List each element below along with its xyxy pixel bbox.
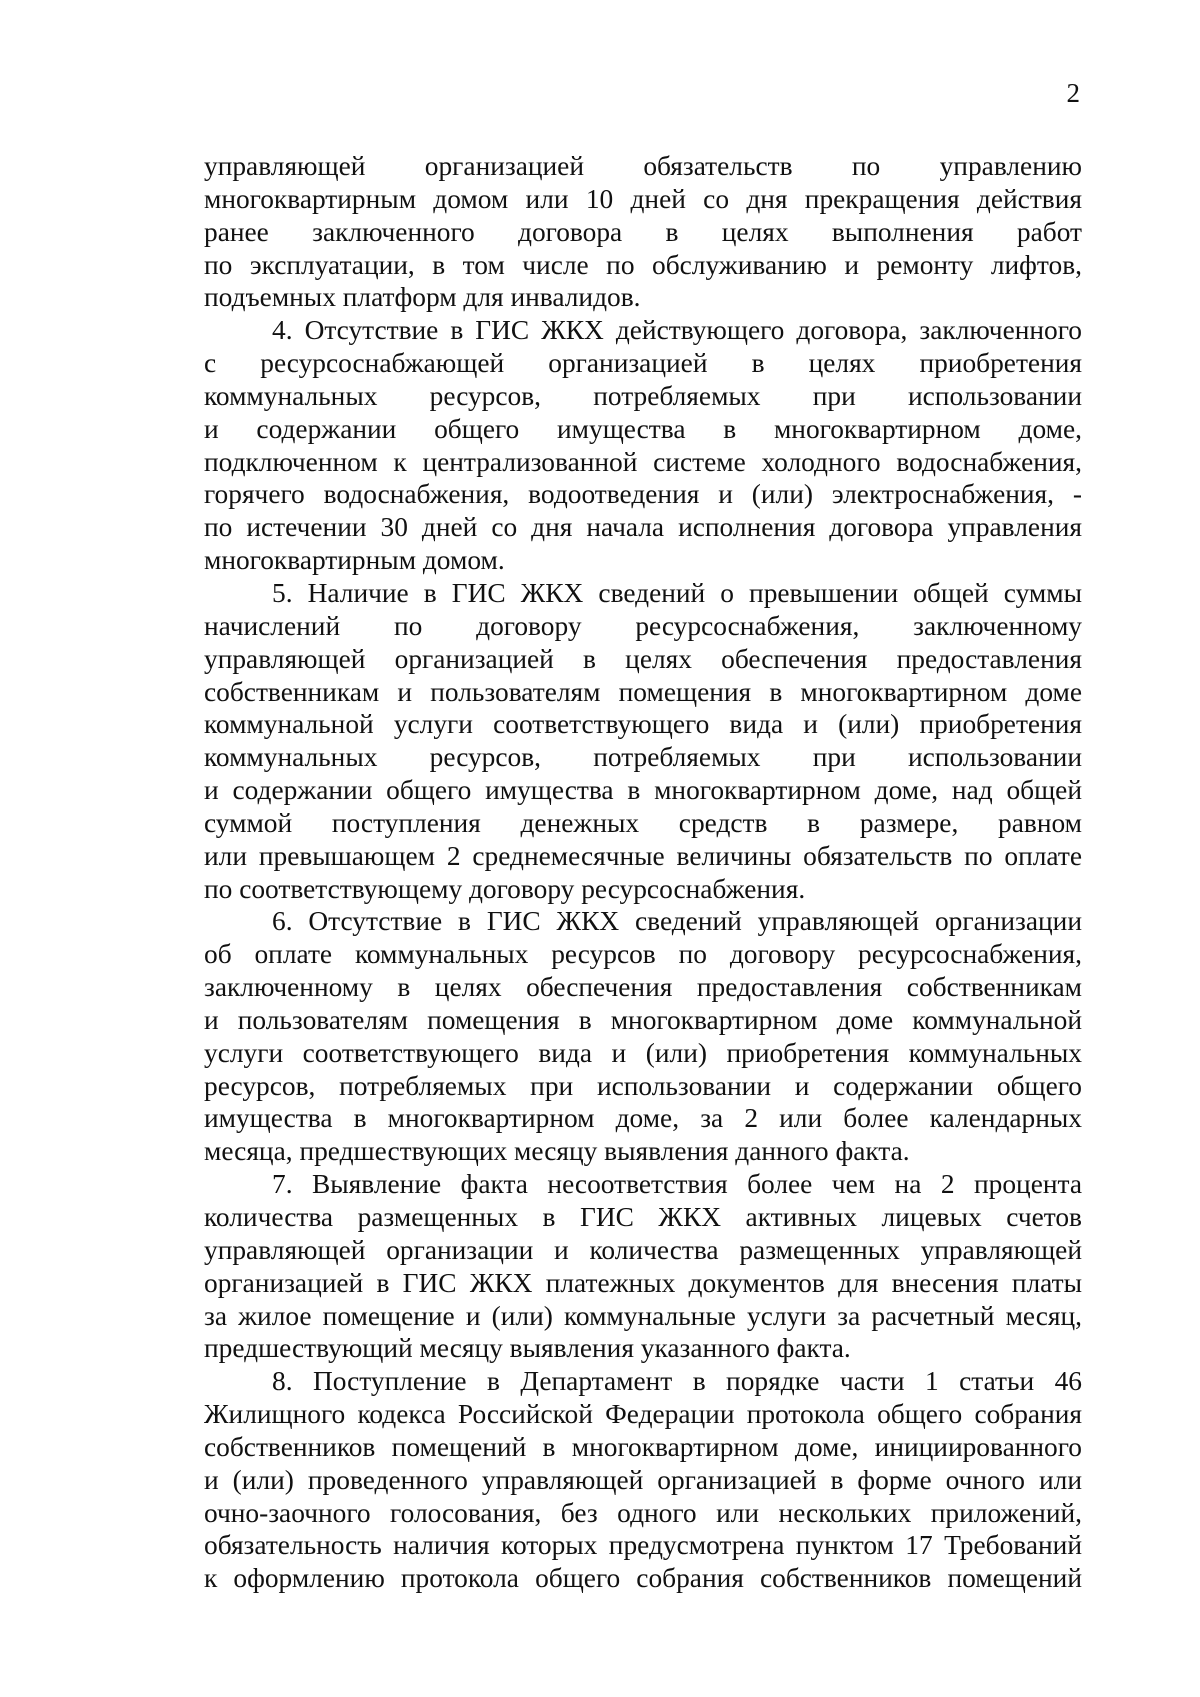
text-line: услуги соответствующего вида и (или) приобретения коммунальных [204, 1037, 1082, 1068]
paragraph-item-6 [204, 905, 1082, 1168]
text-line: коммунальных ресурсов, потребляемых при использовании [204, 742, 1082, 773]
text-line: с ресурсоснабжающей организацией в целях приобретения [204, 348, 1082, 379]
document-body [204, 150, 1082, 1595]
text-line: к оформлению протокола общего собрания собственников помещений [204, 1563, 1082, 1594]
text-line: суммой поступления денежных средств в размере, равном [204, 807, 1082, 838]
text-line: ресурсов, потребляемых при использовании и содержании общего [204, 1070, 1082, 1101]
paragraph-item-5 [204, 577, 1082, 905]
text-line: 6. Отсутствие в ГИС ЖКХ сведений управляющей организации [272, 906, 1082, 937]
text-line: месяца, предшествующих месяцу выявления данного факта. [204, 1136, 910, 1167]
paragraph-continuation [204, 150, 1082, 314]
text-line: количества размещенных в ГИС ЖКХ активных лицевых счетов [204, 1202, 1082, 1232]
text-line: собственников помещений в многоквартирном доме, инициированного [204, 1431, 1082, 1462]
text-line: по соответствующему договору ресурсоснабжения. [204, 873, 806, 904]
text-line: собственникам и пользователям помещения в многоквартирном доме [204, 676, 1082, 707]
text-line: коммунальных ресурсов, потребляемых при использовании [204, 380, 1082, 411]
paragraph-item-7 [204, 1168, 1082, 1365]
text-line: начислений по договору ресурсоснабжения, заключенному [204, 610, 1082, 641]
text-line: имущества в многоквартирном доме, за 2 или более календарных [204, 1103, 1082, 1134]
text-line: обязательность наличия которых предусмотрена пунктом 17 Требований [204, 1530, 1082, 1561]
text-line: коммунальной услуги соответствующего вида и (или) приобретения [204, 709, 1082, 740]
text-line: 7. Выявление факта несоответствия более чем на 2 процента [272, 1169, 1082, 1200]
text-line: организацией в ГИС ЖКХ платежных документов для внесения платы [204, 1267, 1082, 1298]
text-line: и содержании общего имущества в многоквартирном доме, над общей [204, 775, 1082, 806]
text-line: очно-заочного голосования, без одного или нескольких приложений, [204, 1497, 1082, 1528]
text-line: по эксплуатации, в том числе по обслуживанию и ремонту лифтов, [204, 249, 1082, 280]
text-line: предшествующий месяцу выявления указанного факта. [204, 1333, 851, 1364]
text-line: об оплате коммунальных ресурсов по договору ресурсоснабжения, [204, 939, 1082, 970]
page-number: 2 [1066, 78, 1080, 108]
text-line: 8. Поступление в Департамент в порядке части 1 статьи 46 [272, 1366, 1082, 1397]
text-line: 4. Отсутствие в ГИС ЖКХ действующего договора, заключенного [272, 315, 1082, 346]
text-line: управляющей организацией в целях обеспечения предоставления [204, 643, 1082, 674]
text-line: подключенном к централизованной системе холодного водоснабжения, [204, 446, 1082, 477]
text-line: Жилищного кодекса Российской Федерации протокола общего собрания [204, 1399, 1082, 1430]
text-line: и (или) проведенного управляющей организацией в форме очного или [204, 1464, 1082, 1495]
text-line: 5. Наличие в ГИС ЖКХ сведений о превышении общей суммы [272, 577, 1082, 608]
text-line: управляющей организацией обязательств по управлению [204, 151, 1082, 181]
text-line: за жилое помещение и (или) коммунальные услуги за расчетный месяц, [204, 1300, 1082, 1331]
paragraph-item-4 [204, 314, 1082, 577]
text-line: управляющей организации и количества размещенных управляющей [204, 1234, 1082, 1265]
text-line: многоквартирным домом. [204, 545, 505, 576]
text-line: многоквартирным домом или 10 дней со дня прекращения действия [204, 183, 1082, 214]
text-line: по истечении 30 дней со дня начала исполнения договора управления [204, 512, 1082, 543]
paragraph-item-8 [204, 1365, 1082, 1595]
text-line: заключенному в целях обеспечения предоставления собственникам [204, 972, 1082, 1003]
text-line: горячего водоснабжения, водоотведения и (или) электроснабжения, - [204, 479, 1082, 510]
text-line: и содержании общего имущества в многоквартирном доме, [204, 413, 1082, 444]
text-line: подъемных платформ для инвалидов. [204, 282, 641, 313]
text-line: ранее заключенного договора в целях выполнения работ [204, 216, 1082, 247]
text-line: или превышающем 2 среднемесячные величины обязательств по оплате [204, 840, 1082, 871]
text-line: и пользователям помещения в многоквартирном доме коммунальной [204, 1004, 1082, 1035]
